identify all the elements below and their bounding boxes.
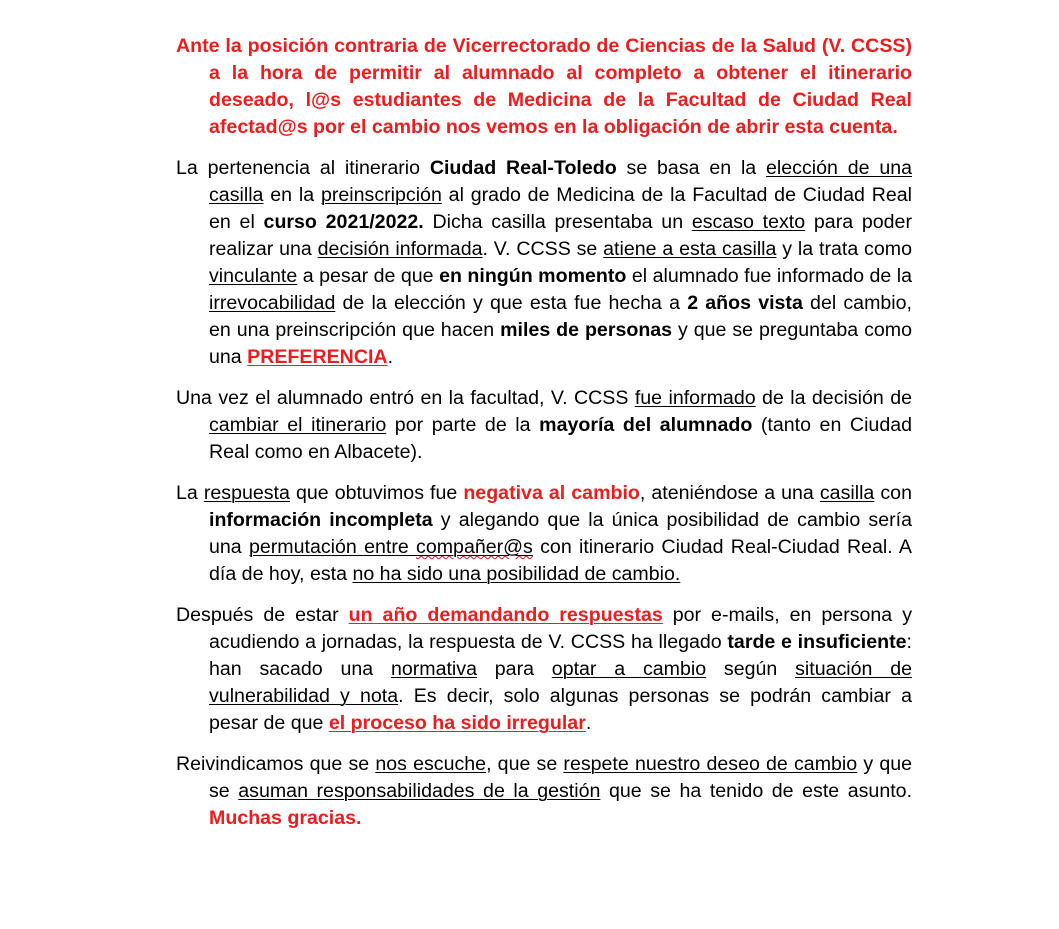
text-run: de la elección y que esta fue hecha a bbox=[335, 292, 688, 314]
text-run: por parte de la bbox=[386, 414, 540, 436]
response-paragraph bbox=[176, 480, 912, 588]
text-run: , ateniéndose a una bbox=[639, 482, 820, 504]
intro-paragraph bbox=[176, 33, 912, 141]
text-run: . bbox=[585, 712, 592, 734]
closing-paragraph bbox=[176, 751, 912, 832]
itinerary-name: Ciudad Real-Toledo bbox=[429, 157, 617, 179]
emphasis-bold: tarde e insuficiente bbox=[727, 631, 907, 653]
text-run: con bbox=[874, 482, 912, 504]
emphasis-bold: miles de personas bbox=[500, 319, 673, 341]
text-run: . bbox=[387, 346, 394, 368]
text-run: de la decisión de bbox=[755, 387, 913, 409]
emphasis-underline: normativa bbox=[390, 658, 477, 680]
emphasis-underline: no ha sido una posibilidad de cambio. bbox=[352, 563, 681, 585]
text-run: para poder realizar una bbox=[209, 211, 912, 260]
emphasis-underline: respuesta bbox=[203, 482, 290, 504]
text-run: (tanto en Ciudad Real como en Albacete). bbox=[209, 414, 913, 463]
text-run: que se ha tenido de este asunto. bbox=[600, 780, 913, 802]
text-run: se basa en la bbox=[616, 157, 767, 179]
text-run: el alumnado fue informado de la bbox=[626, 265, 912, 287]
emphasis-underline: fue informado bbox=[634, 387, 756, 409]
text-run: La bbox=[176, 482, 204, 504]
text-run: Una vez el alumnado entró en la facultad, V. CCSS bbox=[176, 387, 635, 409]
text-run: con itinerario Ciudad Real-Ciudad Real. A día de hoy, esta bbox=[209, 536, 912, 585]
document-page bbox=[176, 33, 912, 846]
text-run: a pesar de que bbox=[297, 265, 440, 287]
preference-highlight: PREFERENCIA bbox=[247, 346, 388, 368]
emphasis-underline: vinculante bbox=[209, 265, 298, 287]
text-run: , que se bbox=[486, 753, 564, 775]
text-run: y que se bbox=[209, 753, 913, 802]
emphasis-bold: en ningún momento bbox=[439, 265, 627, 287]
text-run: que obtuvimos fue bbox=[289, 482, 464, 504]
faculty-paragraph bbox=[176, 385, 912, 466]
text-run: al grado de Medicina de la Facultad de Ciudad Real en el bbox=[209, 184, 912, 233]
year-highlight: un año demandando respuestas bbox=[348, 604, 663, 626]
text-run: por e-mails, en persona y acudiendo a jornadas, la respuesta de V. CCSS ha llegado bbox=[209, 604, 912, 653]
text-run: según bbox=[706, 658, 796, 680]
emphasis-underline: preinscripción bbox=[320, 184, 442, 206]
emphasis-underline: situación de vulnerabilidad y nota bbox=[209, 658, 913, 707]
intro-text: Ante la posición contraria de Vicerrectorado de Ciencias de la Salud (V. CCSS) a la hora de permitir al alumnado al completo a obtener el itinerario deseado, l@s estudiantes de Medicina de la Facultad de Ciudad Real afectad@s por el cambio nos vemos en la obligación de abrir esta cuenta. bbox=[176, 35, 912, 138]
emphasis-underline: nos escuche bbox=[375, 753, 487, 775]
text-run: . V. CCSS se bbox=[482, 238, 604, 260]
text-run: en la bbox=[263, 184, 321, 206]
text-run: Reivindicamos que se bbox=[176, 753, 376, 775]
emphasis-bold: mayoría del alumnado bbox=[539, 414, 753, 436]
emphasis-underline: decisión informada bbox=[317, 238, 483, 260]
emphasis-underline: optar a cambio bbox=[551, 658, 707, 680]
demand-paragraph bbox=[176, 602, 912, 737]
text-run: : han sacado una bbox=[209, 631, 912, 680]
emphasis-bold: información incompleta bbox=[209, 509, 433, 531]
text-run: y alegando que la única posibilidad de cambio sería una bbox=[209, 509, 912, 558]
emphasis-underline: escaso texto bbox=[691, 211, 806, 233]
text-run: y la trata como bbox=[776, 238, 912, 260]
emphasis-underline: asuman responsabilidades de la gestión bbox=[238, 780, 601, 802]
emphasis-underline: casilla bbox=[819, 482, 875, 504]
text-run: La pertenencia al itinerario bbox=[176, 157, 430, 179]
emphasis-underline: elección de una casilla bbox=[209, 157, 913, 206]
text-run: y que se preguntaba como una bbox=[209, 319, 913, 368]
emphasis-underline: respete nuestro deseo de cambio bbox=[563, 753, 858, 775]
itinerary-paragraph bbox=[176, 155, 912, 371]
emphasis-underline bbox=[249, 536, 533, 558]
spellcheck-word: compañer@s bbox=[416, 536, 533, 558]
emphasis-underline: atiene a esta casilla bbox=[603, 238, 777, 260]
text-run: Dicha casilla presentaba un bbox=[423, 211, 692, 233]
thanks-highlight: Muchas gracias. bbox=[209, 807, 362, 829]
text-run: Después de estar bbox=[176, 604, 349, 626]
emphasis-underline: irrevocabilidad bbox=[209, 292, 336, 314]
emphasis-underline: cambiar el itinerario bbox=[209, 414, 387, 436]
course-year: curso 2021/2022. bbox=[263, 211, 424, 233]
text-run: . Es decir, solo algunas personas se podrán cambiar a pesar de que bbox=[209, 685, 912, 734]
irregular-highlight: el proceso ha sido irregular bbox=[328, 712, 586, 734]
emphasis-bold: 2 años vista bbox=[687, 292, 803, 314]
text-run: del cambio, en una preinscripción que hacen bbox=[209, 292, 912, 341]
text-run: permutación entre bbox=[248, 536, 417, 558]
negative-highlight: negativa al cambio bbox=[463, 482, 640, 504]
text-run: para bbox=[476, 658, 552, 680]
